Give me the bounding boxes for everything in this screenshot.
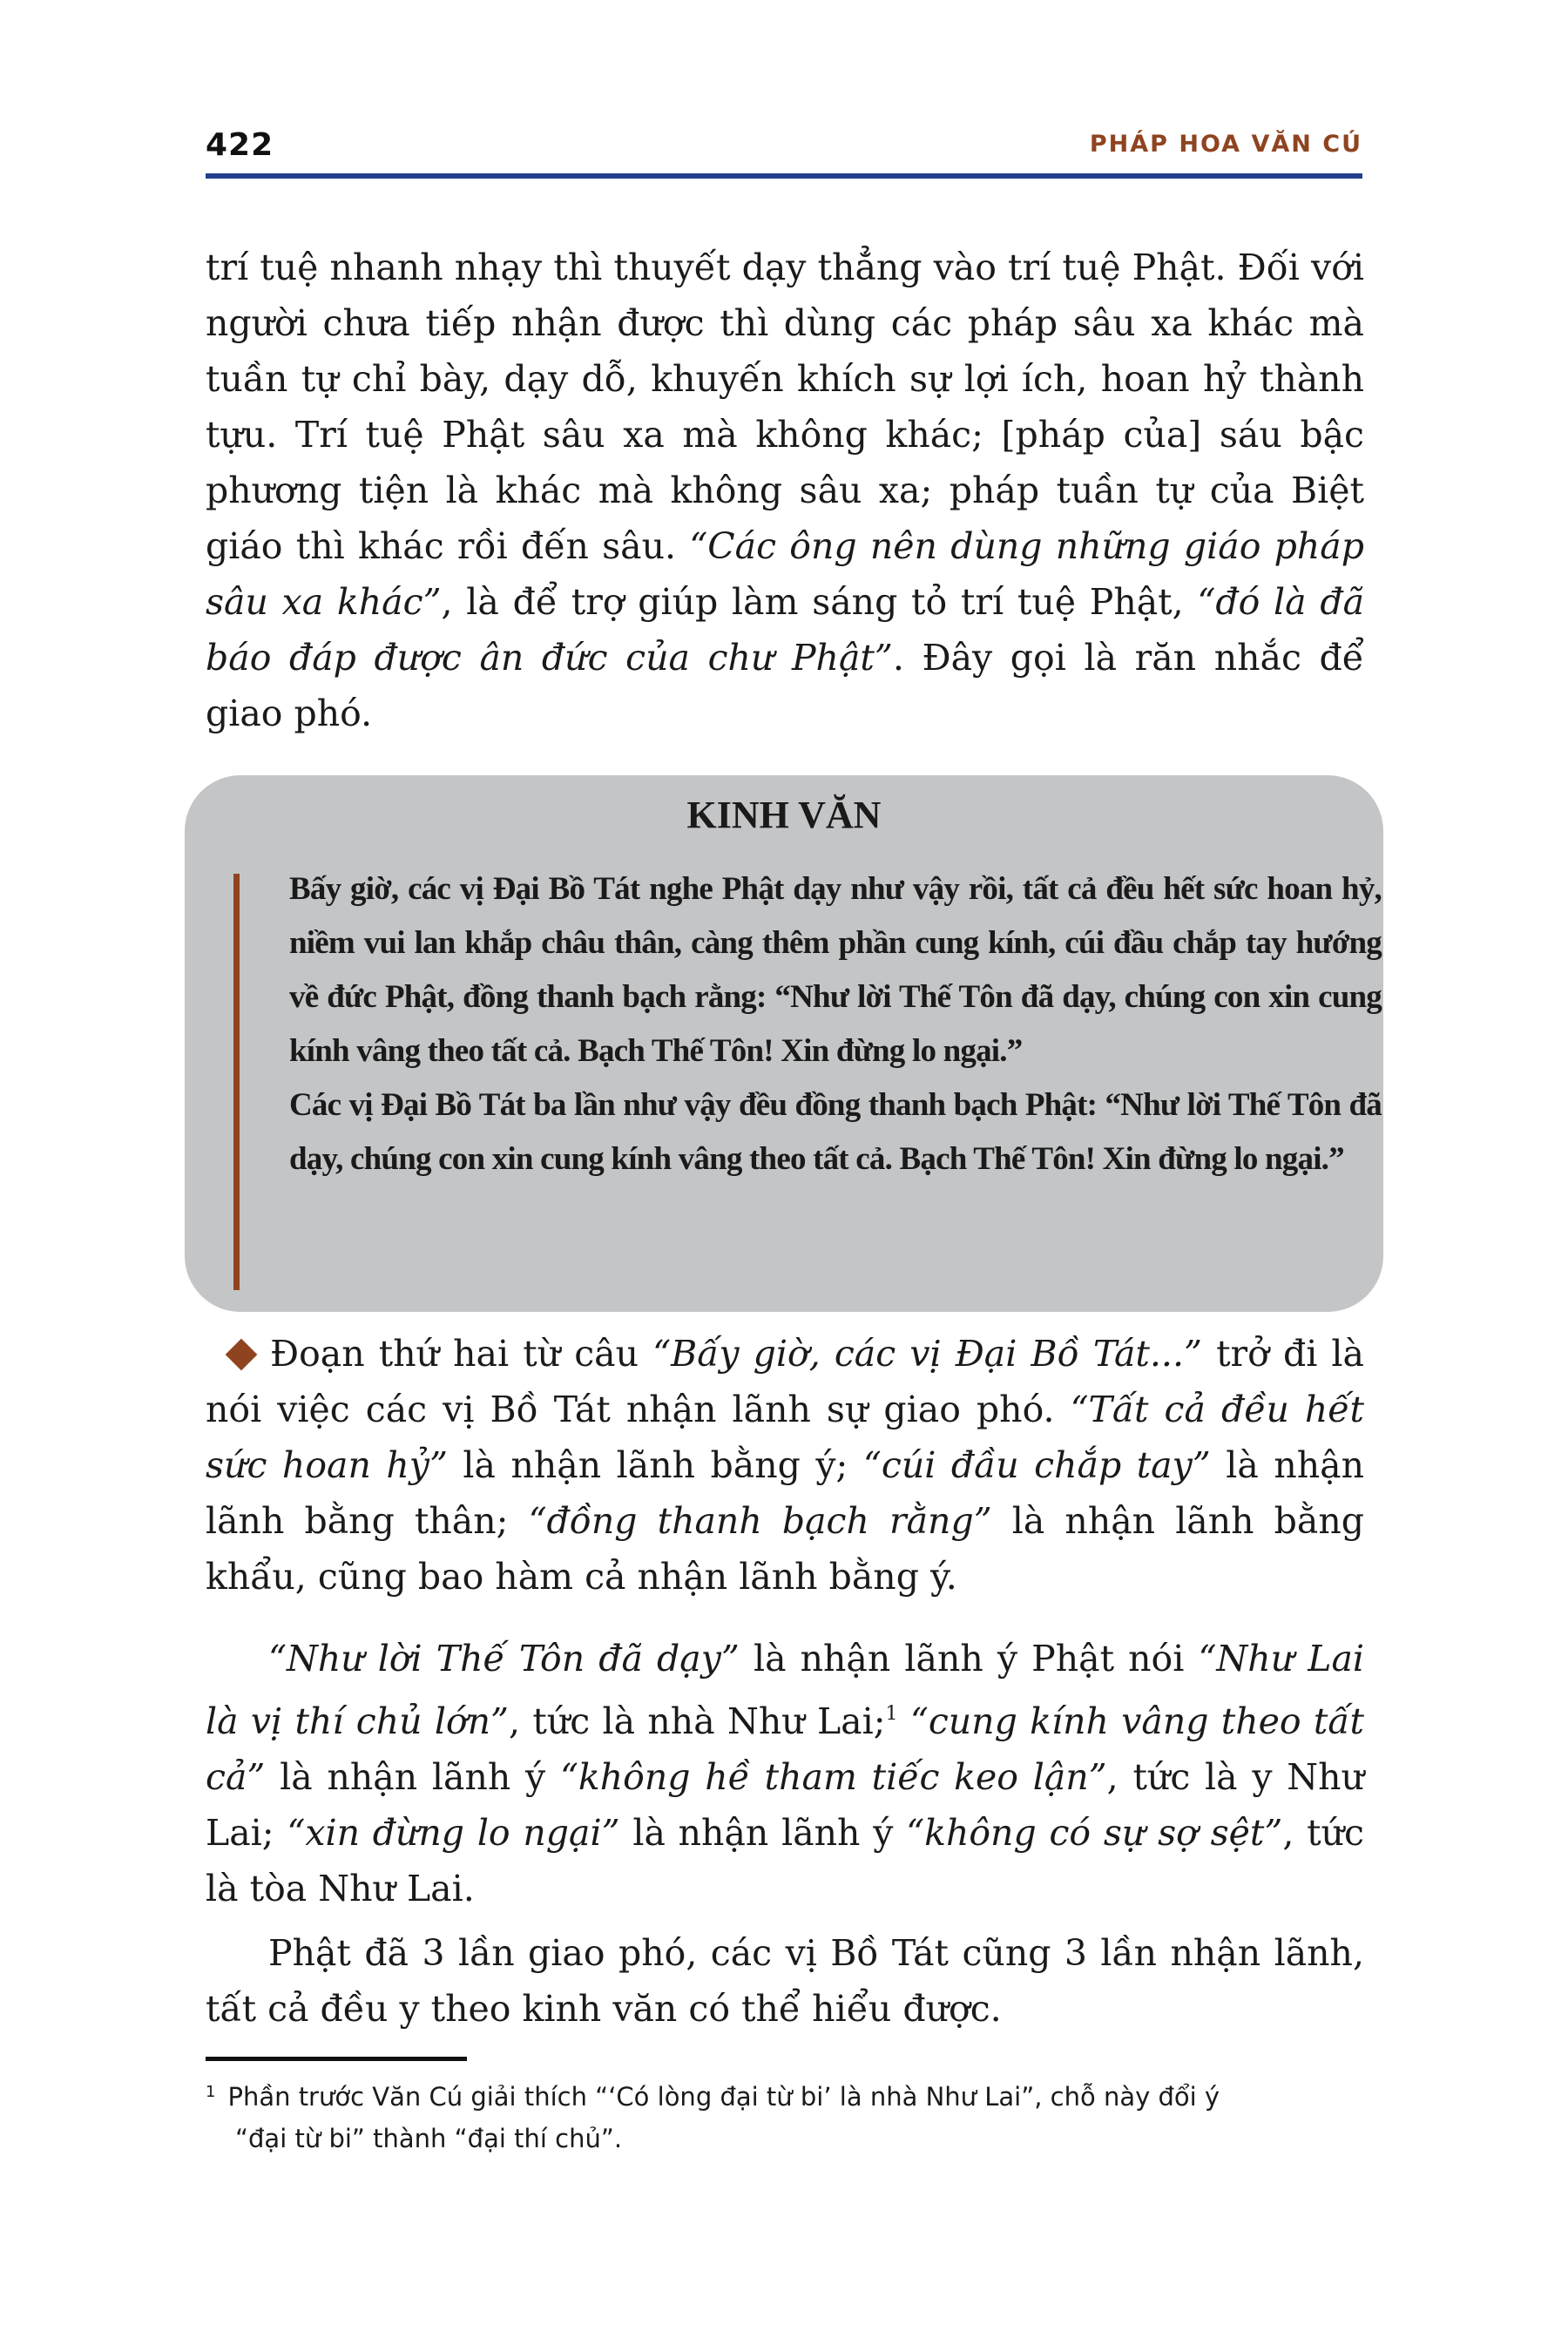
- scripture-paragraph-2: Các vị Đại Bồ Tát ba lần như vậy đều đồng thanh bạch Phật: “Như lời Thế Tôn đã dạy, chúng con xin cung kính vâng theo tất cả. Bạch Thế Tôn! Xin đừng lo ngại.”: [289, 1087, 1382, 1177]
- quote-run: “Như Lai là vị thí chủ lớn”: [206, 1638, 1365, 1742]
- running-header-title: PHÁP HOA VĂN CÚ: [1089, 131, 1362, 158]
- text-run: , tức là y Như Lai;: [206, 1756, 1364, 1854]
- text-run: Đoạn thứ hai từ câu: [270, 1333, 653, 1375]
- quote-run: “không có sự sợ sệt”: [906, 1812, 1283, 1854]
- paragraph-1: [206, 240, 1364, 741]
- quote-run: “cúi đầu chắp tay”: [862, 1444, 1211, 1486]
- text-run: , tức là nhà Như Lai;: [509, 1700, 886, 1742]
- quote-run: “Như lời Thế Tôn đã dạy”: [268, 1638, 740, 1680]
- text-run: trí tuệ nhanh nhạy thì thuyết dạy thẳng vào trí tuệ Phật. Đối với người chưa tiếp nhận được thì dùng các pháp sâu xa khác mà tuần tự chỉ bày, dạy dỗ, khuyến khích sự lợi ích, hoan hỷ thành tựu. Trí tuệ Phật sâu xa mà không khác; [pháp của] sáu bậc phương tiện là khác mà không sâu xa; pháp tuần tự của Biệt giáo thì khác rồi đến sâu.: [206, 247, 1364, 567]
- text-run: là nhận lãnh bằng thân;: [206, 1444, 1364, 1542]
- text-run: , là để trợ giúp làm sáng tỏ trí tuệ Phật,: [441, 581, 1198, 623]
- diamond-bullet-icon: [226, 1338, 258, 1370]
- text-run: là nhận lãnh bằng khẩu, cũng bao hàm cả nhận lãnh bằng ý.: [206, 1500, 1365, 1598]
- footnote-number: 1: [206, 2083, 216, 2101]
- text-run: trở đi là nói việc các vị Bồ Tát nhận lãnh sự giao phó.: [206, 1333, 1364, 1430]
- scripture-accent-bar: [233, 874, 240, 1290]
- footnote-text: Phần trước Văn Cú giải thích “‘Có lòng đại từ bi’ là nhà Như Lai”, chỗ này đổi ý: [227, 2082, 1220, 2112]
- header-rule: [206, 173, 1362, 179]
- footnote-line-1: [206, 2072, 1364, 2118]
- scripture-box: [185, 775, 1383, 1312]
- paragraph-2: [206, 1326, 1364, 1605]
- quote-run: “xin đừng lo ngại”: [287, 1812, 620, 1854]
- paragraph-4: Phật đã 3 lần giao phó, các vị Bồ Tát cũng 3 lần nhận lãnh, tất cả đều y theo kinh văn có thể hiểu được.: [206, 1932, 1364, 2030]
- paragraph-3: [206, 1631, 1364, 1916]
- scripture-text: [289, 862, 1382, 1186]
- footnote: [206, 2072, 1364, 2159]
- quote-run: “không hề tham tiếc keo lận”: [559, 1756, 1107, 1798]
- quote-run: “Tất cả đều hết sức hoan hỷ”: [206, 1389, 1364, 1486]
- text-run: là nhận lãnh ý: [619, 1812, 907, 1854]
- footnote-line-2: “đại từ bi” thành “đại thí chủ”.: [235, 2124, 623, 2153]
- quote-run: “đồng thanh bạch rằng”: [528, 1500, 992, 1542]
- text-run: . Đây gọi là răn nhắc để giao phó.: [206, 637, 1364, 734]
- quote-run: “Các ông nên dùng những giáo pháp sâu xa khác”: [206, 525, 1364, 623]
- text-run: là nhận lãnh ý: [265, 1756, 560, 1798]
- text-run: , tức là tòa Như Lai.: [206, 1812, 1364, 1909]
- footnote-rule: [206, 2057, 467, 2061]
- page-number: 422: [206, 127, 274, 163]
- scripture-paragraph-1: Bấy giờ, các vị Đại Bồ Tát nghe Phật dạy như vậy rồi, tất cả đều hết sức hoan hỷ, niềm vui lan khắp châu thân, càng thêm phần cung kính, cúi đầu chắp tay hướng về đức Phật, đồng thanh bạch rằng: “Như lời Thế Tôn đã dạy, chúng con xin cung kính vâng theo tất cả. Bạch Thế Tôn! Xin đừng lo ngại.”: [289, 871, 1382, 1069]
- footnote-reference[interactable]: 1: [885, 1703, 898, 1725]
- quote-run: “đó là đã báo đáp được ân đức của chư Phật”: [206, 581, 1365, 679]
- quote-run: “cung kính vâng theo tất cả”: [206, 1700, 1365, 1798]
- scripture-box-title: KINH VĂN: [686, 794, 882, 836]
- text-run: là nhận lãnh ý Phật nói: [739, 1638, 1199, 1680]
- quote-run: “Bấy giờ, các vị Đại Bồ Tát...”: [652, 1333, 1202, 1375]
- text-run: là nhận lãnh bằng ý;: [447, 1444, 863, 1486]
